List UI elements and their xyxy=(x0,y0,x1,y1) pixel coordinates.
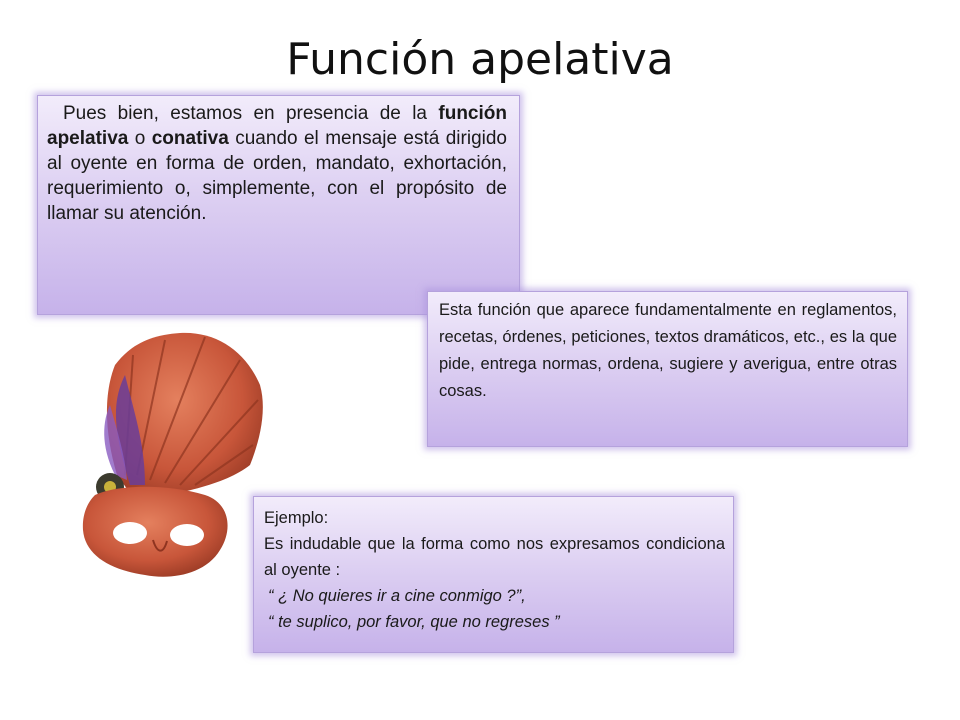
example-heading: Ejemplo: xyxy=(264,509,329,527)
intro-text-part: Pues bien, estamos en presencia de la xyxy=(63,103,439,124)
usage-paragraph: Esta función que aparece fundamentalmente en reglamentos, recetas, órdenes, peticiones, textos dramáticos, etc., es la que pide, entrega normas, ordena, sugiere y averigua, entre otras cosas. xyxy=(439,301,897,400)
example-text: Es indudable que la forma como nos expresamos condiciona al oyente : xyxy=(264,535,725,579)
example-line-2: “ te suplico, por favor, que no regreses ” xyxy=(268,613,560,631)
slide-title: Función apelativa xyxy=(286,34,674,85)
term-conativa: conativa xyxy=(151,128,229,149)
carnival-mask-image xyxy=(55,325,270,585)
term-apelativa: función apelativa xyxy=(47,103,507,149)
intro-paragraph xyxy=(47,101,507,226)
example-text-box xyxy=(253,496,734,653)
usage-text-box xyxy=(427,291,908,447)
intro-text-part: o xyxy=(128,128,152,149)
intro-text-box xyxy=(37,95,520,315)
example-line-1: “ ¿ No quieres ir a cine conmigo ?”, xyxy=(268,587,526,605)
intro-text-part: cuando el mensaje está dirigido al oyente en forma de orden, mandato, exhortación, requerimiento o, simplemente, con el propósito de llamar su atención. xyxy=(47,128,508,224)
